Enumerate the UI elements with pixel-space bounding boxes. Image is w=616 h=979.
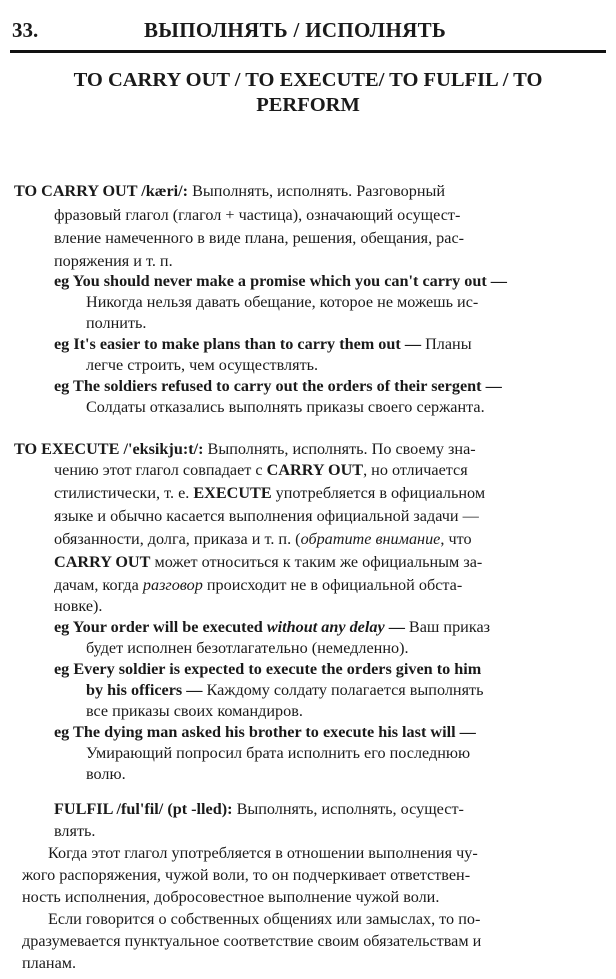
example-english: eg The soldiers refused to carry out the orders of their sergent —: [54, 377, 502, 395]
header-title: ВЫПОЛНЯТЬ / ИСПОЛНЯТЬ: [144, 18, 447, 42]
execute-def: Выполнять, исполнять. По своему зна-: [207, 440, 476, 458]
paragraph-line: Когда этот глагол употребляется в отношении выполнения чу-: [48, 844, 478, 862]
example-russian: Планы: [425, 335, 472, 353]
header-rule: [10, 50, 606, 53]
example-english: eg Your order will be executed: [54, 618, 263, 636]
carry-out-def-line: поряжения и т. п.: [54, 252, 173, 270]
execute-def-line: [54, 483, 485, 504]
paragraph-line: планам.: [22, 954, 77, 972]
example-english: by his officers —: [86, 681, 203, 699]
example-english-italic: without any delay: [266, 618, 385, 636]
carry-out-term: TO CARRY OUT /kæri/:: [14, 182, 189, 200]
text-run: обязанности, долга, приказа и т. п. (: [54, 530, 301, 548]
fulfil-def: Выполнять, исполнять, осущест-: [236, 800, 464, 818]
example-russian: Ваш приказ: [408, 618, 491, 636]
example-russian: волю.: [86, 765, 126, 783]
example-russian: полнить.: [86, 314, 147, 332]
term-ref: EXECUTE: [193, 484, 272, 502]
title-line: TO CARRY OUT / TO EXECUTE/ TO FULFIL / TO: [73, 69, 543, 91]
text-run: , что: [440, 530, 472, 548]
example-english: eg Every soldier is expected to execute the orders given to him: [54, 660, 482, 678]
example-russian: будет исполнен безотлагательно (немедленно).: [86, 639, 409, 657]
title-line: PERFORM: [256, 94, 360, 116]
italic-run: обратите внимание: [300, 530, 441, 548]
paragraph-line: дразумевается пунктуальное соответствие своим обязательствам и: [22, 932, 482, 950]
fulfil-term: FULFIL /ful'fil/ (pt -lled):: [54, 800, 233, 818]
execute-def-line: языке и обычно касается выполнения официальной задачи —: [54, 507, 479, 525]
text-run: происходит не в официальной обста-: [206, 576, 463, 594]
text-run: дачам, когда: [54, 576, 139, 594]
italic-run: разговор: [142, 576, 203, 594]
page-header: [10, 18, 606, 48]
example-english: eg You should never make a promise which you can't carry out —: [54, 272, 507, 290]
carry-out-def: Выполнять, исполнять. Разговорный: [192, 182, 446, 200]
carry-out-def-line: вление намеченного в виде плана, решения, обещания, рас-: [54, 229, 465, 247]
example-line: [54, 617, 490, 638]
execute-term: TO EXECUTE /'eksikju:t/:: [14, 440, 204, 458]
text-run: может относиться к таким же официальным за-: [154, 553, 483, 571]
example-russian: Солдаты отказались выполнять приказы своего сержанта.: [86, 398, 485, 416]
paragraph-line: жого распоряжения, чужой воли, то он подчеркивает ответствен-: [22, 866, 471, 884]
paragraph-line: Если говорится о собственных общениях или замыслах, то по-: [48, 910, 481, 928]
execute-def-line: [54, 575, 462, 596]
execute-headline: [14, 439, 476, 460]
entry-number: 33.: [12, 18, 39, 42]
fulfil-headline: [54, 799, 464, 820]
example-line: [86, 680, 483, 701]
text-run: чению этот глагол совпадает с: [54, 461, 263, 479]
term-ref: CARRY OUT: [54, 553, 151, 571]
execute-def-line: [54, 552, 482, 573]
execute-def-line: [54, 460, 468, 481]
entry-title: [0, 68, 616, 118]
text-run: употребляется в официальном: [275, 484, 486, 502]
example-line: [54, 334, 472, 355]
example-russian: Никогда нельзя давать обещание, которое не можешь ис-: [86, 293, 479, 311]
example-russian: Умирающий попросил брата исполнить его последнюю: [86, 744, 471, 762]
term-ref: CARRY OUT: [266, 461, 364, 479]
dash: —: [388, 618, 405, 636]
fulfil-def-line: влять.: [54, 822, 96, 840]
text-run: стилистически, т. е.: [54, 484, 190, 502]
carry-out-def-line: фразовый глагол (глагол + частица), означающий осущест-: [54, 206, 461, 224]
example-english: eg The dying man asked his brother to execute his last will —: [54, 723, 476, 741]
paragraph-line: ность исполнения, добросовестное выполнение чужой воли.: [22, 888, 440, 906]
example-russian: все приказы своих командиров.: [86, 702, 303, 720]
execute-def-line: [54, 529, 472, 550]
example-english: eg It's easier to make plans than to carry them out —: [54, 335, 422, 353]
text-run: , но отличается: [363, 461, 468, 479]
execute-def-line: новке).: [54, 597, 103, 615]
carry-out-headline: [14, 181, 445, 202]
example-russian: легче строить, чем осуществлять.: [86, 356, 319, 374]
example-russian: Каждому солдату полагается выполнять: [206, 681, 484, 699]
